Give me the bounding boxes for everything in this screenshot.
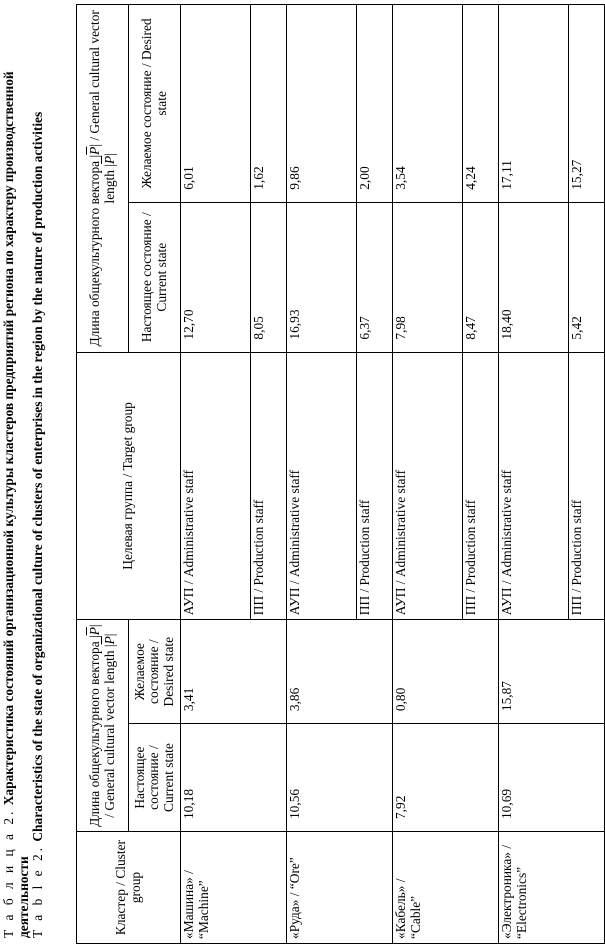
target-desired-value: 1,62 [251, 5, 287, 203]
target-group-cell: ПП / Production staff [569, 352, 605, 620]
target-current-value: 8,05 [251, 202, 287, 352]
cluster-cell: «Руда» / “Ore” [287, 832, 393, 944]
header-current-2: Настоящее состояние / Current state [129, 202, 181, 352]
header-vector-2: Длина общекультурного вектора $|\overline{P}|$ / General cultural vector length $|\overline{P}|$ [77, 5, 129, 353]
cluster-cell: «Электроника» / “Electronics” [499, 832, 605, 944]
current-value: 10,18 [181, 724, 287, 832]
target-desired-value: 2,00 [357, 5, 393, 203]
target-desired-value: 6,01 [181, 5, 251, 203]
target-desired-value: 3,54 [393, 5, 463, 203]
target-current-value: 7,98 [393, 202, 463, 352]
header-target-group: Целевая группа / Target group [77, 352, 181, 620]
target-current-value: 18,40 [499, 202, 569, 352]
current-value: 10,69 [499, 724, 605, 832]
desired-value: 0,80 [393, 620, 499, 724]
desired-value: 3,41 [181, 620, 287, 724]
header-desired-2: Желаемое состояние / Desired state [129, 5, 181, 203]
current-value: 7,92 [393, 724, 499, 832]
caption-en-label: T a b l e 2. [30, 844, 46, 938]
caption-ru-label: Т а б л и ц а 2. [1, 808, 16, 938]
target-current-value: 16,93 [287, 202, 357, 352]
target-current-value: 8,47 [463, 202, 499, 352]
target-group-cell: АУП / Administrative staff [499, 352, 569, 620]
header-desired-1: Желаемое состояние / Desired state [129, 620, 181, 724]
target-group-cell: АУП / Administrative staff [287, 352, 357, 620]
header-vector-1: Длина общекультурного вектора $|\overline{P}|$ / General cultural vector length $|\overline{P}|$ [77, 620, 129, 832]
target-group-cell: ПП / Production staff [463, 352, 499, 620]
target-desired-value: 17,11 [499, 5, 569, 203]
desired-value: 3,86 [287, 620, 393, 724]
header-cluster: Кластер / Cluster group [77, 832, 181, 944]
data-table [76, 4, 605, 944]
target-group-cell: АУП / Administrative staff [181, 352, 251, 620]
target-current-value: 5,42 [569, 202, 605, 352]
cluster-cell: «Машина» / “Machine” [181, 832, 287, 944]
header-current-1: Настоящее состояние / Current state [129, 724, 181, 832]
cluster-cell: «Кабель» / “Cable” [393, 832, 499, 944]
target-desired-value: 4,24 [463, 5, 499, 203]
caption-en-text: Characteristics of the state of organizational culture of clusters of enterprises in the region by the nature of production activities [30, 111, 46, 842]
target-current-value: 12,70 [181, 202, 251, 352]
target-group-cell: АУП / Administrative staff [393, 352, 463, 620]
current-value: 10,56 [287, 724, 393, 832]
desired-value: 15,87 [499, 620, 605, 724]
table-caption [2, 13, 46, 938]
target-current-value: 6,37 [357, 202, 393, 352]
target-desired-value: 15,27 [569, 5, 605, 203]
caption-ru-text: Характеристика состояний организационной культуры кластеров предприятий региона по характеру производственной деятельности [1, 71, 31, 938]
target-group-cell: ПП / Production staff [357, 352, 393, 620]
target-group-cell: ПП / Production staff [251, 352, 287, 620]
target-desired-value: 9,86 [287, 5, 357, 203]
